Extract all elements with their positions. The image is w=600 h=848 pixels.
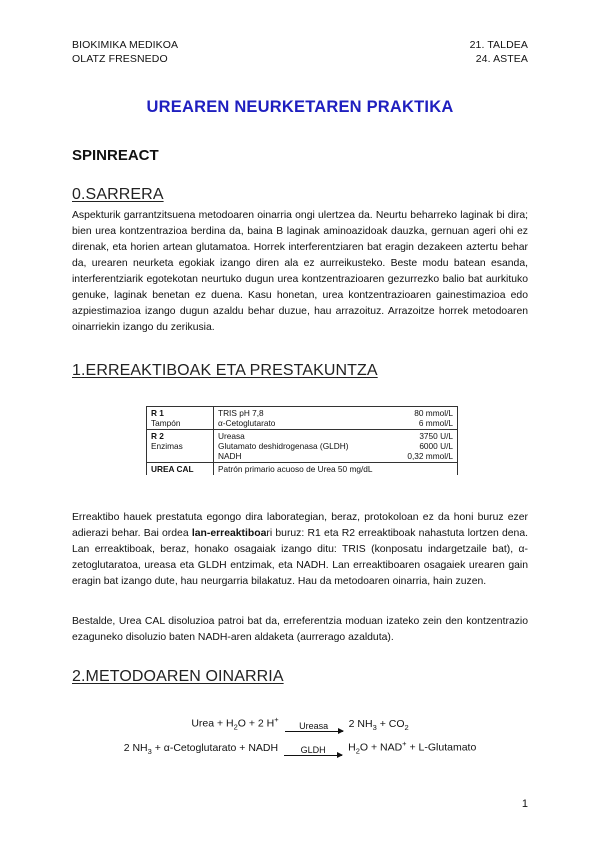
reagent-cal-text: Patrón primario acuoso de Urea 50 mg/dL xyxy=(214,463,458,476)
reagent-item-name: α-Cetoglutarato xyxy=(218,418,276,428)
reagent-r1-label: R 1 xyxy=(151,408,164,418)
para-text: Erreaktibo hauek prestatuta egongo dira laborategian, beraz, protokoloan ez da honi buruz ezer adierazi behar. Bai ordea xyxy=(72,512,528,539)
reagent-cal-label: UREA CAL xyxy=(151,464,194,474)
reagent-row-cal xyxy=(147,463,458,476)
para-text: ri buruz: R1 eta R2 erreaktiboak nahastuta lortzen dena. Lan erreaktiboak, beraz, honako osagaiak izango ditu: TRIS (konposatu indargetzaile bat), α-zetoglutaratoa, ureasa eta GLDH entzimak, eta NADH. Lan erreaktiboaren osagaiek urearen gain eragin bat izango dute, hau neurgarria bilakatuz. Hau da metodoaren oinarria, hain zuzen. xyxy=(72,528,529,587)
reagent-r1-sublabel: Tampón xyxy=(151,418,181,428)
reagent-r2-label: R 2 xyxy=(151,431,164,441)
section-heading-metodoaren-oinarria: 2.METODOAREN OINARRIA xyxy=(72,668,284,685)
reagent-item-name: NADH xyxy=(218,451,242,461)
erreaktiboak-paragraph-2: Bestalde, Urea CAL disoluzioa patroi bat da, erreferentzia moduan izateko zein den kontzentrazio ezaguneko disoluzio baten NADH-aren aldaketa (aurrerago azalduta). xyxy=(72,616,528,643)
para-bold-text: lan- xyxy=(191,528,211,539)
reagent-table xyxy=(146,406,458,475)
equation-right: $H_2O + NAD^+$ + L-Glutamato xyxy=(348,739,477,756)
equation-left: Urea + $H_2O + 2$ H+ xyxy=(191,715,279,732)
page-number: 1 xyxy=(521,798,528,810)
header-week: 24. ASTEA xyxy=(475,53,528,65)
reagent-item-value: 0,32 mmol/L xyxy=(407,451,453,461)
reagent-item-value: 3750 U/L xyxy=(419,431,453,441)
para-bold-text: erreaktiboa xyxy=(210,528,267,539)
page-title: UREAREN NEURKETAREN PRAKTIKA xyxy=(146,98,454,116)
reagent-r2-items xyxy=(214,430,458,463)
reagent-item-value: 6000 U/L xyxy=(419,441,453,451)
reagent-label-cell xyxy=(147,463,214,476)
erreaktiboak-paragraph-1 xyxy=(72,510,528,590)
reagent-item-value: 80 mmol/L xyxy=(414,408,453,418)
header-course: BIOKIMIKA MEDIKOA xyxy=(72,39,179,51)
equation-right: 2 $NH_3 + CO_2$ xyxy=(348,717,409,732)
reagent-item-name: TRIS pH 7,8 xyxy=(218,408,264,418)
page-subtitle: SPINREACT xyxy=(72,147,159,164)
reagent-item-name: Glutamato deshidrogenasa (GLDH) xyxy=(218,441,349,451)
reagent-item-name: Ureasa xyxy=(218,431,245,441)
equation-gldh xyxy=(0,739,600,756)
sarrera-paragraph: Aspekturik garrantzitsuena metodoaren oinarria ongi ulertzea da. Neurtu beharreko laginak bi dira; bien urea kontzentrazioa berdina da, baina B laginak aminoazidoak dauzka, gernuan ageri ohi ez direnak, eta horien artean glutamatoa. Horrek interferentziaren bat eragin dezakeen aztertu behar da, urearen neurketa egokiak izango diren ala ez aurreikusteko. Beste modu batean esanda, interferentziarik egotekotan neurtuko dugun urea kontzentrazioaren gezurrezko balio bat aurkituko genuke, laginak benetan ez duena. Kasu honetan, urea kontzentrazioaren gainestimazioa edo azpiestimazioa izango dugun azaldu behar duzue, hau arrazoituz. Arrazoitze horrek metodoaren oinarriekin izango du zerikusia. xyxy=(72,210,528,333)
equation-left: 2 $NH_3$ + α-Cetoglutarato + NADH xyxy=(123,741,279,756)
reaction-arrow xyxy=(284,745,342,756)
reagent-label-cell xyxy=(147,430,214,463)
reagent-label-cell xyxy=(147,407,214,430)
reaction-arrow xyxy=(285,721,343,732)
reagent-row-r1 xyxy=(147,407,458,430)
header-author: OLATZ FRESNEDO xyxy=(72,53,168,65)
reagent-r1-items xyxy=(214,407,458,430)
section-heading-erreaktiboak: 1.ERREAKTIBOAK ETA PRESTAKUNTZA xyxy=(72,362,378,379)
header-group: 21. TALDEA xyxy=(469,39,528,51)
reagent-row-r2 xyxy=(147,430,458,463)
section-heading-sarrera: 0.SARRERA xyxy=(72,186,164,203)
reagent-r2-sublabel: Enzimas xyxy=(151,441,183,451)
enzyme-label: GLDH xyxy=(300,744,326,755)
header-right xyxy=(470,38,528,66)
equation-urease xyxy=(0,715,600,732)
reagent-item-value: 6 mmol/L xyxy=(418,418,453,428)
header-left xyxy=(72,38,178,66)
enzyme-label: Ureasa xyxy=(299,720,329,731)
